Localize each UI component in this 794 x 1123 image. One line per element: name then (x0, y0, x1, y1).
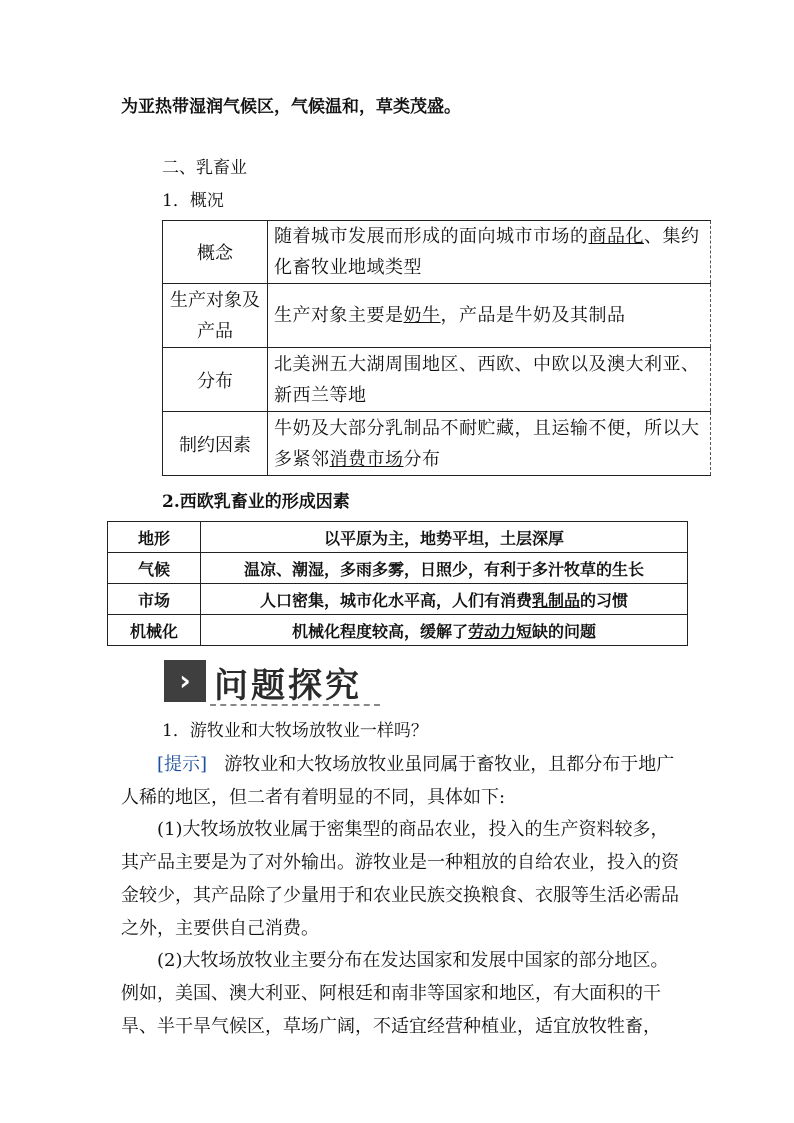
section-banner (164, 660, 382, 706)
subheading-factors: 2.西欧乳畜业的形成因素 (162, 492, 350, 512)
question-1: 1．游牧业和大牧场放牧业一样吗？ (162, 721, 428, 741)
intro-line: 为亚热带湿润气候区，气候温和，草类茂盛。 (121, 97, 461, 117)
point-1: (1)大牧场放牧业属于密集型的商品农业，投入的生产资料较多，其产品主要是为了对外输出。游牧业是一种粗放的自给农业，投入的资金较少，其产品除了少量用于和农业民族交换粮食、衣服等生活必需品之外，主要供自己消费。 (121, 819, 679, 939)
table-row (108, 553, 688, 584)
row-value: 北美洲五大湖周围地区、西欧、中欧以及澳大利亚、新西兰等地 (268, 348, 711, 412)
section-heading: 二、乳畜业 (162, 158, 247, 178)
row-key: 制约因素 (163, 412, 268, 476)
row-value: 以平原为主，地势平坦，土层深厚 (201, 522, 688, 553)
row-key: 机械化 (108, 615, 201, 646)
row-key: 分布 (163, 348, 268, 412)
banner-divider (210, 704, 380, 706)
row-value: 生产对象主要是奶牛，产品是牛奶及其制品 (268, 284, 711, 348)
chevron-right-icon: › (164, 660, 206, 702)
factors-table (107, 521, 688, 646)
row-value: 人口密集，城市化水平高，人们有消费乳制品的习惯 (201, 584, 688, 615)
table-row (163, 412, 711, 476)
table-row (108, 615, 688, 646)
subheading-overview: 1．概况 (162, 191, 224, 211)
point-2: (2)大牧场放牧业主要分布在发达国家和发展中国家的部分地区。例如，美国、澳大利亚、阿根廷和南非等国家和地区，有大面积的干旱、半干旱气候区，草场广阔，不适宜经营种植业，适宜放牧牲畜， (121, 950, 669, 1037)
hint-paragraph: [提示] 游牧业和大牧场放牧业虽同属于畜牧业，且都分布于地广人稀的地区，但二者有着明显的不同，具体如下: (121, 754, 675, 808)
row-key: 生产对象及产品 (163, 284, 268, 348)
hint-label: [提示] (157, 754, 208, 775)
table-row (163, 284, 711, 348)
row-value: 随着城市发展而形成的面向城市市场的商品化、集约化畜牧业地域类型 (268, 221, 711, 284)
row-key: 气候 (108, 553, 201, 584)
overview-table (162, 220, 711, 476)
row-value: 牛奶及大部分乳制品不耐贮藏，且运输不便，所以大多紧邻消费市场分布 (268, 412, 711, 476)
banner-title: 问题探究 (214, 666, 362, 706)
table-row (163, 221, 711, 284)
row-key: 地形 (108, 522, 201, 553)
table-row (108, 584, 688, 615)
table-row (108, 522, 688, 553)
row-key: 概念 (163, 221, 268, 284)
row-value: 机械化程度较高，缓解了劳动力短缺的问题 (201, 615, 688, 646)
table-row (163, 348, 711, 412)
row-value: 温凉、潮湿，多雨多雾，日照少，有利于多汁牧草的生长 (201, 553, 688, 584)
row-key: 市场 (108, 584, 201, 615)
